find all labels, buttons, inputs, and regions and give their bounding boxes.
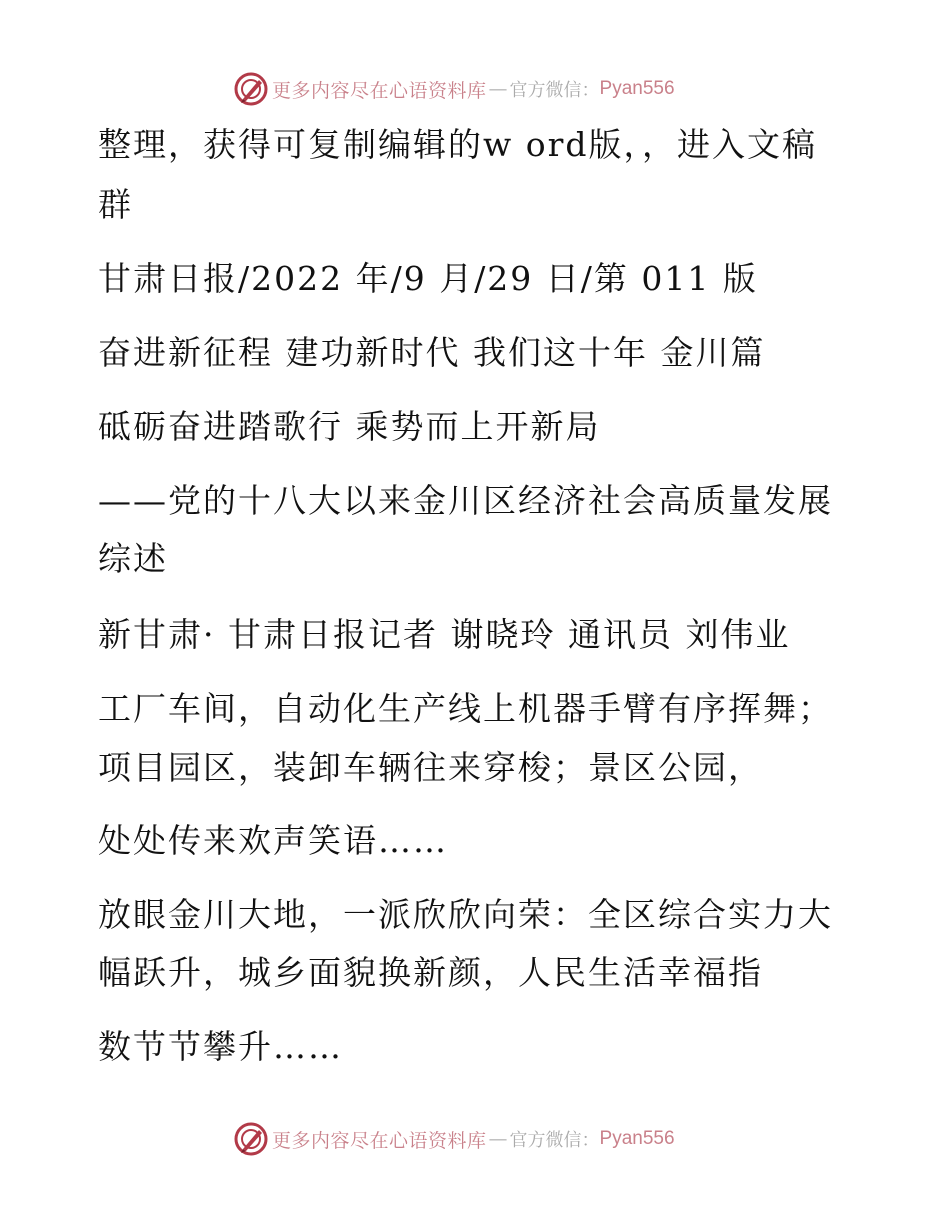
watermark-dash: — <box>488 1128 508 1150</box>
watermark-label: 官方微信： <box>509 80 600 101</box>
text-line: 奋进新征程 建功新时代 我们这十年 金川篇 <box>98 333 766 372</box>
watermark-id: Pyan556 <box>599 78 675 99</box>
text-line: ——党的十八大以来金川区经济社会高质量发展 <box>98 481 833 520</box>
watermark-title: 更多内容尽在心语资料库 <box>272 79 487 102</box>
text-line: 整理，获得可复制编辑的w ord版，，进入文稿 <box>98 125 818 164</box>
pen-logo-icon <box>234 72 268 106</box>
text-line: 甘肃日报/2022 年/9 月/29 日/第 011 版 <box>98 259 758 298</box>
watermark-footer <box>234 1122 714 1156</box>
text-line: 工厂车间，自动化生产线上机器手臂有序挥舞； <box>98 689 833 728</box>
text-line: 数节节攀升…… <box>98 1027 343 1066</box>
text-line: 新甘肃· 甘肃日报记者 谢晓玲 通讯员 刘伟业 <box>98 615 791 654</box>
watermark-label: 官方微信： <box>509 1130 600 1151</box>
text-line: 项目园区，装卸车辆往来穿梭；景区公园， <box>98 748 763 787</box>
watermark-id: Pyan556 <box>599 1128 675 1149</box>
text-line: 综述 <box>98 539 168 578</box>
text-line: 砥砺奋进踏歌行 乘势而上开新局 <box>98 407 601 446</box>
watermark-title: 更多内容尽在心语资料库 <box>272 1129 487 1152</box>
pen-logo-icon <box>234 1122 268 1156</box>
text-line: 处处传来欢声笑语…… <box>98 821 448 860</box>
watermark-header <box>234 72 714 106</box>
text-line: 幅跃升，城乡面貌换新颜，人民生活幸福指 <box>98 953 763 992</box>
watermark-dash: — <box>488 78 508 100</box>
text-line: 群 <box>98 185 133 224</box>
text-line: 放眼金川大地，一派欣欣向荣：全区综合实力大 <box>98 895 833 934</box>
